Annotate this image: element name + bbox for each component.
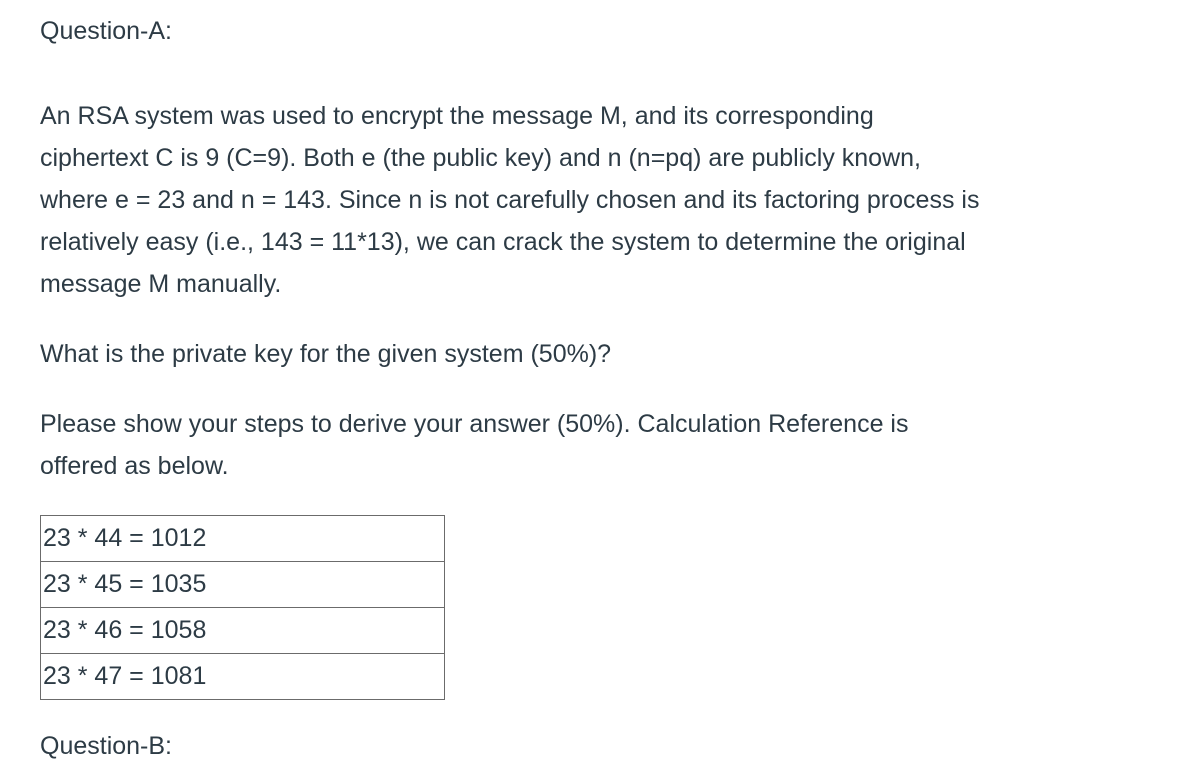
question-a-heading: Question-A:	[40, 17, 173, 45]
intro-line: where e = 23 and n = 143. Since n is not carefully chosen and its factoring process is	[40, 186, 980, 214]
steps-instruction	[40, 403, 1160, 487]
table-row	[41, 608, 445, 654]
calculation-cell: 23 * 44 = 1012	[41, 516, 445, 562]
calculation-cell: 23 * 47 = 1081	[41, 654, 445, 700]
table-row	[41, 654, 445, 700]
question-a-intro	[40, 95, 1160, 305]
steps-line: Please show your steps to derive your answer (50%). Calculation Reference is	[40, 410, 909, 438]
calculation-cell: 23 * 45 = 1035	[41, 562, 445, 608]
calculation-cell: 23 * 46 = 1058	[41, 608, 445, 654]
intro-line: An RSA system was used to encrypt the message M, and its corresponding	[40, 102, 874, 130]
table-row	[41, 516, 445, 562]
intro-line: relatively easy (i.e., 143 = 11*13), we can crack the system to determine the original	[40, 228, 966, 256]
private-key-question: What is the private key for the given system (50%)?	[40, 340, 612, 368]
question-b-heading: Question-B:	[40, 732, 173, 760]
intro-line: ciphertext C is 9 (C=9). Both e (the public key) and n (n=pq) are publicly known,	[40, 144, 921, 172]
calculation-reference-table	[40, 515, 445, 700]
table-row	[41, 562, 445, 608]
document-page	[40, 0, 1160, 782]
steps-line: offered as below.	[40, 452, 229, 480]
intro-line: message M manually.	[40, 270, 282, 298]
